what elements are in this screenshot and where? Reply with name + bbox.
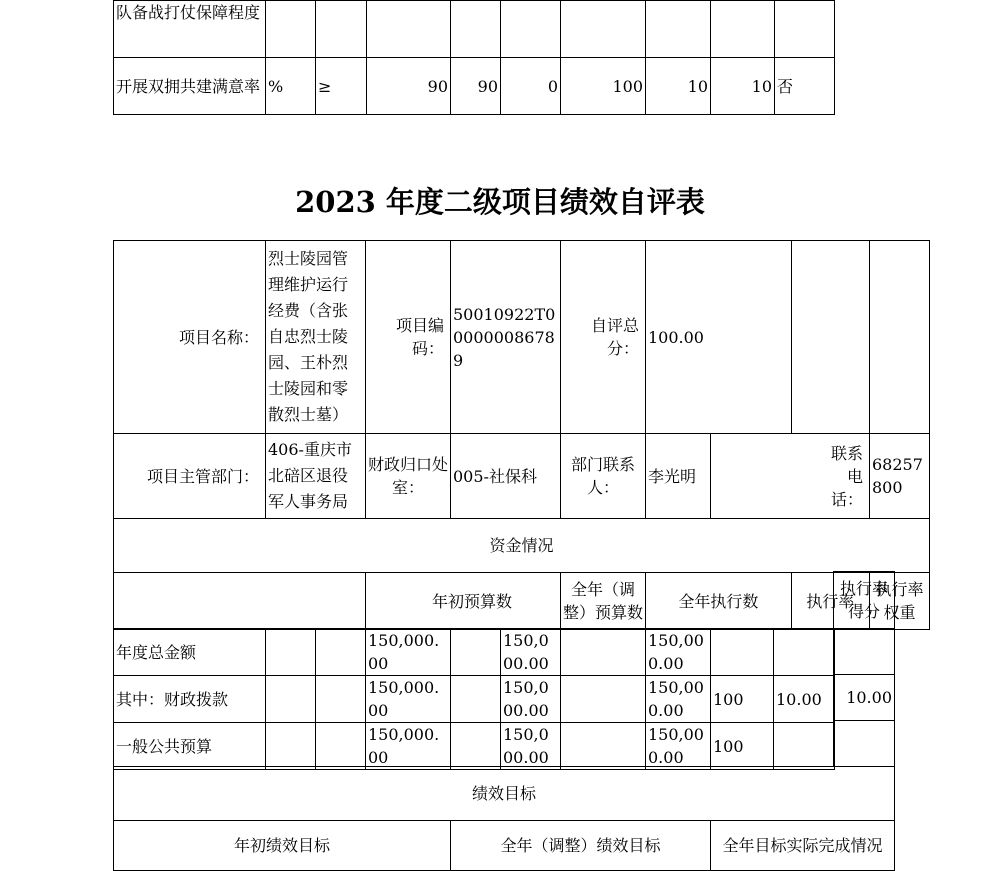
- contact-person: 李光明: [646, 434, 711, 519]
- funds-initial: 150,000.00: [366, 629, 451, 676]
- self-eval-table: [113, 240, 930, 630]
- funds-score: 10.00: [834, 675, 895, 721]
- funds-row-label: 年度总金额: [114, 629, 266, 676]
- funds-score-header: [833, 571, 895, 629]
- goals-adjusted-header: 全年（调整）绩效目标: [451, 821, 711, 871]
- indicator-value: 0: [501, 58, 561, 115]
- project-code-label: 项目编码：: [366, 241, 451, 434]
- indicator-unit: %: [266, 58, 316, 115]
- funds-executed: 150,000.00: [646, 629, 711, 676]
- funds-score-column: [833, 628, 895, 767]
- funds-initial: 150,000.00: [366, 676, 451, 723]
- funds-adjusted: 150,000.00: [501, 676, 561, 723]
- indicator-name: 开展双拥共建满意率: [114, 58, 266, 115]
- phone-label: 联系电话：: [711, 434, 870, 519]
- funds-adjusted: 150,000.00: [501, 723, 561, 770]
- funds-header-score: 执行率得分: [834, 572, 895, 629]
- funds-score: [834, 721, 895, 767]
- funds-weight: 10.00: [774, 676, 835, 723]
- funds-header-executed: 全年执行数: [646, 573, 792, 630]
- funds-row-label: 其中：财政拨款: [114, 676, 266, 723]
- goals-initial-header: 年初绩效目标: [114, 821, 451, 871]
- dept: 406-重庆市北碚区退役军人事务局: [266, 434, 366, 519]
- funds-header-weight: 执行率权重: [870, 573, 930, 630]
- funds-weight: [774, 629, 835, 676]
- indicator-value: 100: [561, 58, 646, 115]
- finance-label: 财政归口处室：: [366, 434, 451, 519]
- indicator-operator: ≥: [316, 58, 367, 115]
- funds-row: [114, 676, 835, 723]
- funds-section-title: 资金情况: [114, 519, 930, 573]
- funds-row: [114, 629, 835, 676]
- funds-adjusted: 150,000.00: [501, 629, 561, 676]
- indicator-name: 队备战打仗保障程度: [114, 1, 266, 58]
- funds-executed: 150,000.00: [646, 676, 711, 723]
- indicator-flag: 否: [775, 58, 835, 115]
- contact-label: 部门联系人：: [561, 434, 646, 519]
- self-score: 100.00: [646, 241, 792, 434]
- goals-table: [113, 766, 895, 871]
- dept-label: 项目主管部门：: [114, 434, 266, 519]
- funds-weight: [774, 723, 835, 770]
- funds-score: [834, 629, 895, 675]
- indicator-value: 10: [711, 58, 775, 115]
- funds-rate: [711, 629, 774, 676]
- funds-header-rate: 执行率: [791, 573, 869, 630]
- project-name-label: 项目名称：: [114, 241, 266, 434]
- funds-table: [113, 628, 835, 770]
- phone: 68257800: [870, 434, 930, 519]
- funds-rate: 100: [711, 723, 774, 770]
- indicator-value: 90: [451, 58, 501, 115]
- funds-row: [114, 723, 835, 770]
- page-title: 2023 年度二级项目绩效自评表: [295, 185, 705, 219]
- indicator-value: 90: [367, 58, 451, 115]
- funds-header-adjusted: 全年（调整）预算数: [561, 573, 646, 630]
- funds-header-initial: 年初预算数: [366, 573, 561, 630]
- goals-section-title: 绩效目标: [114, 767, 895, 821]
- funds-initial: 150,000.00: [366, 723, 451, 770]
- project-code: 50010922T000000086789: [451, 241, 561, 434]
- goals-actual-header: 全年目标实际完成情况: [711, 821, 895, 871]
- funds-rate: 100: [711, 676, 774, 723]
- finance-dept: 005-社保科: [451, 434, 561, 519]
- prev-indicator-table: [113, 0, 835, 115]
- self-score-label: 自评总分：: [561, 241, 646, 434]
- project-name: 烈士陵园管理维护运行经费（含张自忠烈士陵园、王朴烈士陵园和零散烈士墓）: [266, 241, 366, 434]
- funds-row-label: 一般公共预算: [114, 723, 266, 770]
- indicator-value: 10: [646, 58, 711, 115]
- funds-executed: 150,000.00: [646, 723, 711, 770]
